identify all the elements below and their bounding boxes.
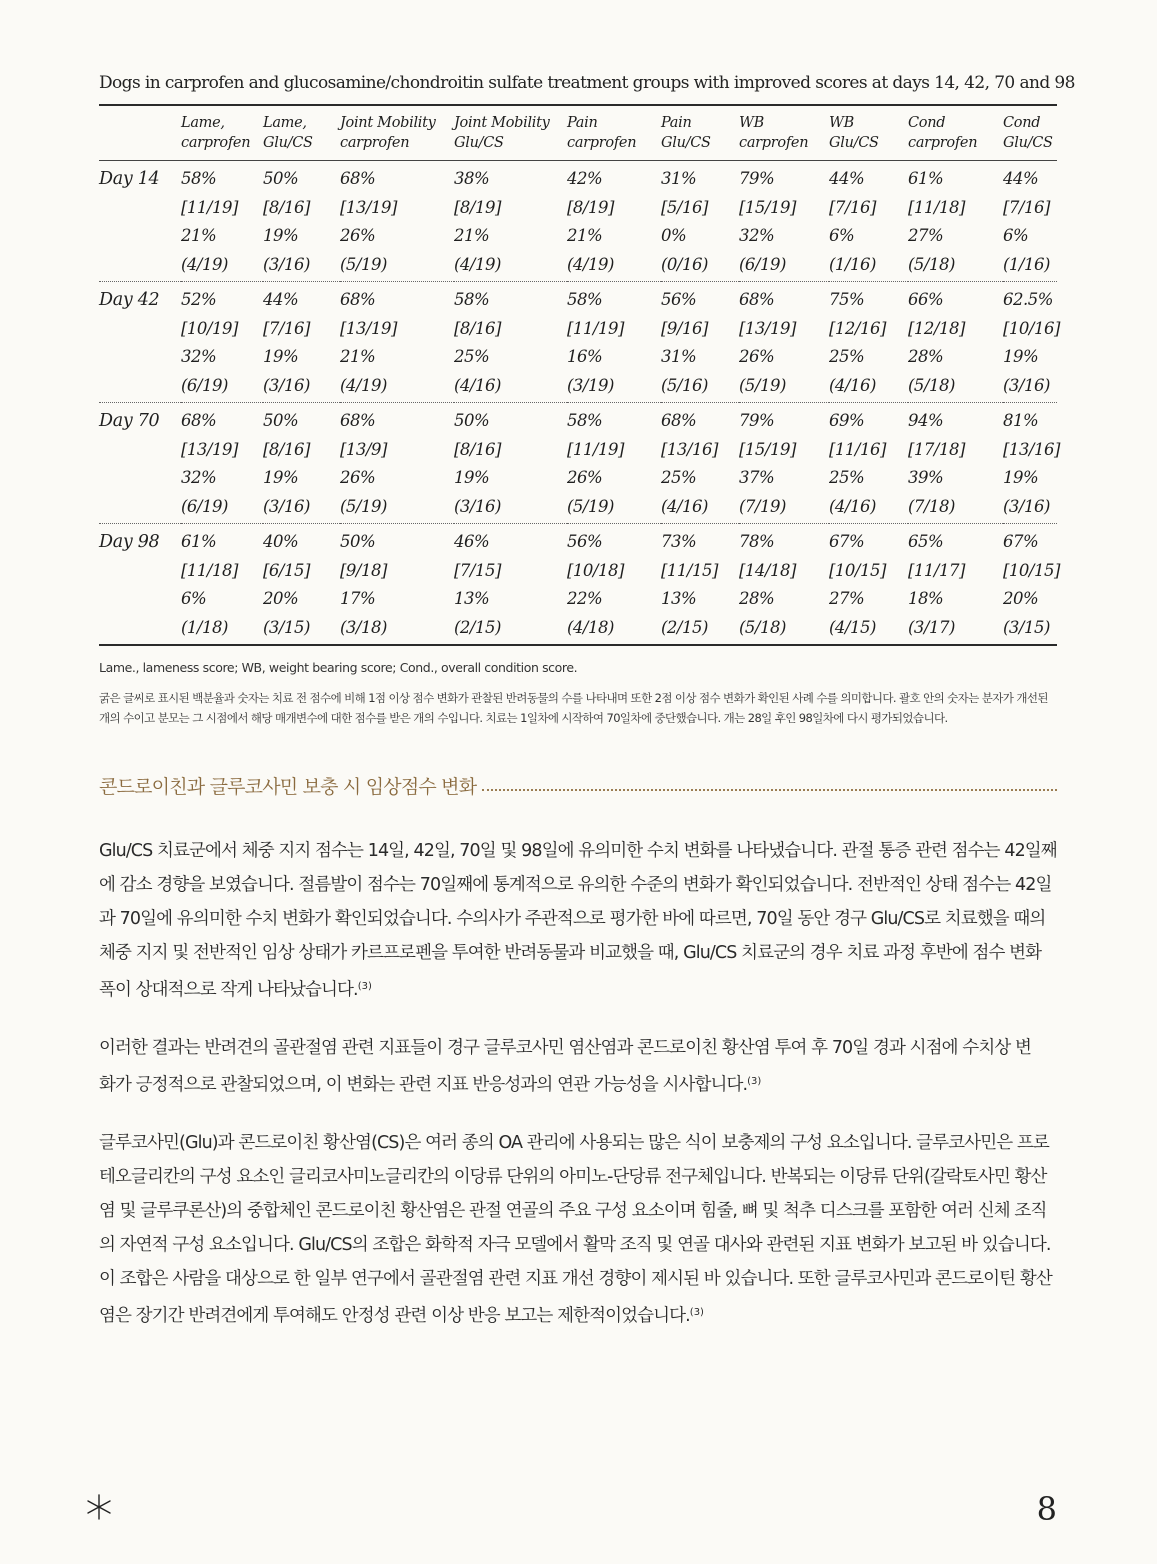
cell-value: 50% bbox=[454, 411, 490, 430]
column-header bbox=[739, 105, 829, 161]
paragraph-2 bbox=[99, 1031, 1039, 1102]
column-header bbox=[829, 105, 908, 161]
cell-value: (4/16) bbox=[454, 375, 501, 395]
cell-value: 68% bbox=[181, 411, 217, 430]
cell-value: 32% bbox=[181, 347, 217, 366]
cell-value: [14/18] bbox=[739, 560, 796, 580]
cell-value: (4/19) bbox=[181, 254, 228, 274]
cell-value: 25% bbox=[661, 468, 697, 487]
cell-value: (5/16) bbox=[661, 375, 708, 395]
day-label: Day 42 bbox=[99, 282, 181, 403]
cell-value: (3/16) bbox=[263, 496, 310, 516]
cell-value: (4/19) bbox=[567, 254, 614, 274]
column-header-line2: Glu/CS bbox=[263, 135, 313, 151]
cell-value: (3/18) bbox=[340, 617, 387, 637]
cell-value: 44% bbox=[263, 290, 299, 309]
column-header-line2: Glu/CS bbox=[829, 135, 879, 151]
cell-value: 22% bbox=[567, 589, 603, 608]
cell-value: 25% bbox=[829, 468, 865, 487]
section-heading-text: 콘드로이친과 글루코사민 보충 시 임상점수 변화 bbox=[99, 776, 477, 798]
table-cell bbox=[1003, 161, 1057, 282]
table-note: 굵은 글씨로 표시된 백분율과 숫자는 치료 전 점수에 비해 1점 이상 점수 변화가 관찰된 반려동물의 수를 나타내며 또한 2점 이상 점수 변화가 확인된 사례 수를 의미합니다. 괄호 안의 숫자는 분자가 개선된 개의 수이고 분모는 그 시점에서 해당 매개변수에 대한 점수를 받은 개의 수입니다. 치료는 1일차에 시작하여 70일차에 중단했습니다. 개는 28일 후인 98일차에 다시 평가되었습니다. bbox=[99, 691, 1048, 725]
cell-value: (2/15) bbox=[454, 617, 501, 637]
cell-value: 58% bbox=[181, 169, 217, 188]
cell-value: 26% bbox=[340, 468, 376, 487]
table-cell bbox=[340, 161, 454, 282]
cell-value: 19% bbox=[454, 468, 490, 487]
column-header-line2: Glu/CS bbox=[1003, 135, 1053, 151]
cell-value: 44% bbox=[829, 169, 865, 188]
cell-value: 39% bbox=[908, 468, 944, 487]
table-row bbox=[99, 524, 1057, 646]
cell-value: [8/16] bbox=[454, 439, 501, 459]
cell-value: (7/18) bbox=[908, 496, 955, 516]
column-header-line1: Cond bbox=[1003, 115, 1041, 131]
table-body bbox=[99, 161, 1060, 646]
table-cell bbox=[181, 282, 263, 403]
table-cell bbox=[567, 524, 661, 646]
cell-value: 25% bbox=[829, 347, 865, 366]
cell-value: 0% bbox=[661, 226, 687, 245]
cell-value: 78% bbox=[739, 532, 775, 551]
paragraph-1 bbox=[99, 834, 1059, 1007]
cell-value: [10/15] bbox=[829, 560, 886, 580]
table-cell bbox=[567, 161, 661, 282]
results-table bbox=[99, 104, 1060, 646]
paragraph-2-text: 이러한 결과는 반려견의 골관절염 관련 지표들이 경구 글루코사민 염산염과 콘드로이친 황산염 투여 후 70일 경과 시점에 수치상 변화가 긍정적으로 관찰되었으며, 이 변화는 관련 지표 반응성과의 연관 가능성을 시사합니다. bbox=[99, 1038, 1031, 1095]
table-cell bbox=[661, 403, 739, 524]
cell-value: [10/16] bbox=[1003, 318, 1060, 338]
cell-value: (3/16) bbox=[263, 375, 310, 395]
cell-value: 67% bbox=[829, 532, 865, 551]
cell-value: [13/16] bbox=[661, 439, 718, 459]
cell-value: 69% bbox=[829, 411, 865, 430]
table-cell bbox=[739, 161, 829, 282]
cell-value: [11/19] bbox=[181, 197, 238, 217]
cell-value: 20% bbox=[1003, 589, 1039, 608]
cell-value: 32% bbox=[181, 468, 217, 487]
cell-value: 31% bbox=[661, 169, 697, 188]
table-cell bbox=[263, 161, 340, 282]
table-cell bbox=[661, 161, 739, 282]
cell-value: 61% bbox=[181, 532, 217, 551]
cell-value: 50% bbox=[263, 411, 299, 430]
cell-value: [7/15] bbox=[454, 560, 501, 580]
page-number: 8 bbox=[1036, 1490, 1057, 1528]
cell-value: [13/19] bbox=[340, 197, 397, 217]
cell-value: 68% bbox=[340, 411, 376, 430]
cell-value: 52% bbox=[181, 290, 217, 309]
column-header-line2: carprofen bbox=[908, 135, 978, 151]
column-header-line2: Glu/CS bbox=[661, 135, 711, 151]
cell-value: 50% bbox=[340, 532, 376, 551]
cell-value: 81% bbox=[1003, 411, 1039, 430]
table-row bbox=[99, 161, 1057, 282]
table-cell bbox=[661, 524, 739, 646]
cell-value: [8/19] bbox=[567, 197, 614, 217]
cell-value: 6% bbox=[181, 589, 207, 608]
cell-value: (4/19) bbox=[454, 254, 501, 274]
cell-value: 20% bbox=[263, 589, 299, 608]
table-cell bbox=[908, 282, 1003, 403]
cell-value: [5/16] bbox=[661, 197, 708, 217]
column-header bbox=[263, 105, 340, 161]
cell-value: (5/18) bbox=[908, 254, 955, 274]
cell-value: 19% bbox=[1003, 468, 1039, 487]
cell-value: 26% bbox=[739, 347, 775, 366]
cell-value: 28% bbox=[739, 589, 775, 608]
cell-value: 73% bbox=[661, 532, 697, 551]
cell-value: 6% bbox=[829, 226, 855, 245]
table-cell bbox=[829, 161, 908, 282]
column-header-line1: Lame, bbox=[181, 115, 225, 131]
column-header bbox=[1003, 105, 1057, 161]
cell-value: (2/15) bbox=[661, 617, 708, 637]
table-cell bbox=[263, 524, 340, 646]
paragraph-1-ref: (3) bbox=[357, 981, 372, 992]
cell-value: 56% bbox=[661, 290, 697, 309]
cell-value: 27% bbox=[829, 589, 865, 608]
cell-value: (4/19) bbox=[340, 375, 387, 395]
table-cell bbox=[739, 524, 829, 646]
column-header-line2: carprofen bbox=[340, 135, 410, 151]
cell-value: 32% bbox=[739, 226, 775, 245]
cell-value: 58% bbox=[454, 290, 490, 309]
paragraph-3 bbox=[99, 1126, 1059, 1333]
table-cell bbox=[340, 282, 454, 403]
table-cell bbox=[739, 403, 829, 524]
column-header-line1: Pain bbox=[567, 115, 598, 131]
cell-value: [10/19] bbox=[181, 318, 238, 338]
cell-value: (3/16) bbox=[263, 254, 310, 274]
column-header bbox=[567, 105, 661, 161]
cell-value: (1/16) bbox=[1003, 254, 1050, 274]
day-label: Day 70 bbox=[99, 403, 181, 524]
column-header bbox=[454, 105, 567, 161]
cell-value: 26% bbox=[340, 226, 376, 245]
heading-dotted-leader bbox=[482, 789, 1057, 791]
cell-value: 65% bbox=[908, 532, 944, 551]
cell-value: 21% bbox=[567, 226, 603, 245]
table-cell bbox=[340, 403, 454, 524]
cell-value: 18% bbox=[908, 589, 944, 608]
asterisk-star-icon bbox=[85, 1493, 113, 1521]
table-cell bbox=[829, 403, 908, 524]
day-label: Day 14 bbox=[99, 161, 181, 282]
table-cell bbox=[454, 524, 567, 646]
cell-value: 68% bbox=[340, 169, 376, 188]
cell-value: 21% bbox=[181, 226, 217, 245]
page-content bbox=[99, 70, 1075, 1333]
cell-value: (6/19) bbox=[181, 375, 228, 395]
cell-value: [15/19] bbox=[739, 197, 796, 217]
table-cell bbox=[661, 282, 739, 403]
cell-value: [13/9] bbox=[340, 439, 387, 459]
paragraph-3-text: 글루코사민(Glu)과 콘드로이친 황산염(CS)은 여러 종의 OA 관리에 사용되는 많은 식이 보충제의 구성 요소입니다. 글루코사민은 프로테오글리칸의 구성 요소인 글리코사미노글리칸의 이당류 단위의 아미노-단당류 전구체입니다. 반복되는 이당류 단위(갈락토사민 황산염 및 글루쿠론산)의 중합체인 콘드로이친 황산염은 관절 연골의 주요 구성 요소이며 힘줄, 뼈 및 척추 디스크를 포함한 여러 신체 조직의 자연적 구성 요소입니다. Glu/CS의 조합은 화학적 자극 모델에서 활막 조직 및 연골 대사와 관련된 지표 변화가 보고된 바 있습니다. 이 조합은 사람을 대상으로 한 일부 연구에서 골관절염 관련 지표 개선 경향이 제시된 바 있습니다. 또한 글루코사민과 콘드로이틴 황산염은 장기간 반려견에게 투여해도 안정성 관련 이상 반응 보고는 제한적이었습니다. bbox=[99, 1133, 1052, 1326]
cell-value: 28% bbox=[908, 347, 944, 366]
column-header-line1: Pain bbox=[661, 115, 692, 131]
cell-value: [10/15] bbox=[1003, 560, 1060, 580]
table-cell bbox=[908, 403, 1003, 524]
cell-value: 68% bbox=[340, 290, 376, 309]
cell-value: [13/19] bbox=[739, 318, 796, 338]
cell-value: 67% bbox=[1003, 532, 1039, 551]
table-cell bbox=[1003, 403, 1060, 524]
cell-value: 13% bbox=[661, 589, 697, 608]
column-header bbox=[908, 105, 1003, 161]
column-header-line1: Joint Mobility bbox=[454, 115, 550, 131]
cell-value: (3/16) bbox=[1003, 375, 1050, 395]
column-header bbox=[661, 105, 739, 161]
cell-value: 61% bbox=[908, 169, 944, 188]
cell-value: [12/16] bbox=[829, 318, 886, 338]
cell-value: 26% bbox=[567, 468, 603, 487]
cell-value: [8/16] bbox=[263, 439, 310, 459]
cell-value: (6/19) bbox=[739, 254, 786, 274]
table-cell bbox=[1003, 524, 1060, 646]
cell-value: (5/18) bbox=[739, 617, 786, 637]
cell-value: [8/19] bbox=[454, 197, 501, 217]
table-cell bbox=[340, 524, 454, 646]
cell-value: 44% bbox=[1003, 169, 1039, 188]
table-cell bbox=[263, 403, 340, 524]
column-header-line2: carprofen bbox=[739, 135, 809, 151]
cell-value: (5/19) bbox=[340, 496, 387, 516]
cell-value: 38% bbox=[454, 169, 490, 188]
cell-value: (3/16) bbox=[454, 496, 501, 516]
cell-value: [12/18] bbox=[908, 318, 965, 338]
cell-value: (4/15) bbox=[829, 617, 876, 637]
cell-value: 16% bbox=[567, 347, 603, 366]
cell-value: [11/18] bbox=[181, 560, 238, 580]
cell-value: (3/16) bbox=[1003, 496, 1050, 516]
cell-value: 68% bbox=[661, 411, 697, 430]
cell-value: [11/19] bbox=[567, 439, 624, 459]
cell-value: 17% bbox=[340, 589, 376, 608]
cell-value: [7/16] bbox=[1003, 197, 1050, 217]
cell-value: (4/16) bbox=[829, 375, 876, 395]
paragraph-1-text: Glu/CS 치료군에서 체중 지지 점수는 14일, 42일, 70일 및 98일에 유의미한 수치 변화를 나타냈습니다. 관절 통증 관련 점수는 42일째에 감소 경향을 보였습니다. 절름발이 점수는 70일째에 통계적으로 유의한 수준의 변화가 확인되었습니다. 전반적인 상태 점수는 42일과 70일에 유의미한 수치 변화가 확인되었습니다. 수의사가 주관적으로 평가한 바에 따르면, 70일 동안 경구 Glu/CS로 치료했을 때의 체중 지지 및 전반적인 임상 상태가 카르프로펜을 투여한 반려동물과 비교했을 때, Glu/CS 치료군의 경우 치료 과정 후반에 점수 변화 폭이 상대적으로 작게 나타났습니다. bbox=[99, 841, 1057, 1000]
cell-value: [7/16] bbox=[263, 318, 310, 338]
column-header bbox=[340, 105, 454, 161]
table-cell bbox=[567, 403, 661, 524]
cell-value: 42% bbox=[567, 169, 603, 188]
column-header-line1: WB bbox=[739, 115, 764, 131]
cell-value: [17/18] bbox=[908, 439, 965, 459]
cell-value: 6% bbox=[1003, 226, 1029, 245]
cell-value: 56% bbox=[567, 532, 603, 551]
table-cell bbox=[829, 524, 908, 646]
table-cell bbox=[181, 161, 263, 282]
cell-value: 66% bbox=[908, 290, 944, 309]
table-cell bbox=[454, 282, 567, 403]
cell-value: (3/17) bbox=[908, 617, 955, 637]
cell-value: 21% bbox=[454, 226, 490, 245]
cell-value: [15/19] bbox=[739, 439, 796, 459]
cell-value: (3/15) bbox=[1003, 617, 1050, 637]
cell-value: (5/19) bbox=[739, 375, 786, 395]
cell-value: 27% bbox=[908, 226, 944, 245]
cell-value: [11/16] bbox=[829, 439, 886, 459]
column-header-line2: carprofen bbox=[567, 135, 637, 151]
cell-value: (4/16) bbox=[661, 496, 708, 516]
cell-value: [13/19] bbox=[181, 439, 238, 459]
cell-value: (5/18) bbox=[908, 375, 955, 395]
cell-value: [11/17] bbox=[908, 560, 965, 580]
cell-value: (3/19) bbox=[567, 375, 614, 395]
cell-value: 94% bbox=[908, 411, 944, 430]
cell-value: 19% bbox=[263, 468, 299, 487]
cell-value: (5/19) bbox=[340, 254, 387, 274]
column-header-line1: Cond bbox=[908, 115, 946, 131]
cell-value: 19% bbox=[263, 226, 299, 245]
table-cell bbox=[829, 282, 908, 403]
cell-value: 79% bbox=[739, 411, 775, 430]
table-cell bbox=[454, 161, 567, 282]
cell-value: 58% bbox=[567, 411, 603, 430]
table-cell bbox=[1003, 282, 1060, 403]
table-cell bbox=[567, 282, 661, 403]
cell-value: [13/19] bbox=[340, 318, 397, 338]
cell-value: 13% bbox=[454, 589, 490, 608]
day-label: Day 98 bbox=[99, 532, 160, 552]
cell-value: 19% bbox=[263, 347, 299, 366]
cell-value: (6/19) bbox=[181, 496, 228, 516]
cell-value: [11/18] bbox=[908, 197, 965, 217]
table-header-row bbox=[99, 105, 1057, 161]
cell-value: [11/15] bbox=[661, 560, 718, 580]
cell-value: [13/16] bbox=[1003, 439, 1060, 459]
cell-value: [8/16] bbox=[454, 318, 501, 338]
table-cell bbox=[263, 282, 340, 403]
cell-value: (1/18) bbox=[181, 617, 228, 637]
table-cell bbox=[181, 403, 263, 524]
cell-value: (0/16) bbox=[661, 254, 708, 274]
cell-value: 37% bbox=[739, 468, 775, 487]
cell-value: 19% bbox=[1003, 347, 1039, 366]
cell-value: 62.5% bbox=[1003, 290, 1053, 309]
cell-value: [8/16] bbox=[263, 197, 310, 217]
section-heading bbox=[99, 772, 1057, 799]
table-legend: Lame., lameness score; WB, weight bearing score; Cond., overall condition score. bbox=[99, 660, 578, 675]
table-row bbox=[99, 403, 1057, 524]
cell-value: 58% bbox=[567, 290, 603, 309]
cell-value: 46% bbox=[454, 532, 490, 551]
table-cell bbox=[739, 282, 829, 403]
cell-value: 50% bbox=[263, 169, 299, 188]
column-header-line1: WB bbox=[829, 115, 854, 131]
cell-value: 31% bbox=[661, 347, 697, 366]
paragraph-3-ref: (3) bbox=[689, 1307, 704, 1318]
cell-value: (4/18) bbox=[567, 617, 614, 637]
cell-value: (3/15) bbox=[263, 617, 310, 637]
column-header bbox=[99, 105, 181, 161]
cell-value: [7/16] bbox=[829, 197, 876, 217]
cell-value: 40% bbox=[263, 532, 299, 551]
table-cell bbox=[908, 524, 1003, 646]
cell-value: 79% bbox=[739, 169, 775, 188]
column-header-line1: Lame, bbox=[263, 115, 307, 131]
table-cell bbox=[181, 524, 263, 646]
cell-value: [10/18] bbox=[567, 560, 624, 580]
cell-value: 75% bbox=[829, 290, 865, 309]
cell-value: 25% bbox=[454, 347, 490, 366]
cell-value: (1/16) bbox=[829, 254, 876, 274]
cell-value: [9/16] bbox=[661, 318, 708, 338]
cell-value: (4/16) bbox=[829, 496, 876, 516]
cell-value: 68% bbox=[739, 290, 775, 309]
cell-value: [6/15] bbox=[263, 560, 310, 580]
table-cell bbox=[908, 161, 1003, 282]
table-title: Dogs in carprofen and glucosamine/chondroitin sulfate treatment groups with improved scores at days 14, 42, 70 and 98 bbox=[99, 73, 1075, 93]
paragraph-2-ref: (3) bbox=[747, 1076, 762, 1087]
table-cell bbox=[454, 403, 567, 524]
column-header-line2: Glu/CS bbox=[454, 135, 504, 151]
cell-value: (5/19) bbox=[567, 496, 614, 516]
column-header-line2: carprofen bbox=[181, 135, 251, 151]
table-row bbox=[99, 282, 1057, 403]
column-header bbox=[181, 105, 263, 161]
cell-value: 21% bbox=[340, 347, 376, 366]
cell-value: [11/19] bbox=[567, 318, 624, 338]
cell-value: [9/18] bbox=[340, 560, 387, 580]
cell-value: (7/19) bbox=[739, 496, 786, 516]
column-header-line1: Joint Mobility bbox=[340, 115, 436, 131]
